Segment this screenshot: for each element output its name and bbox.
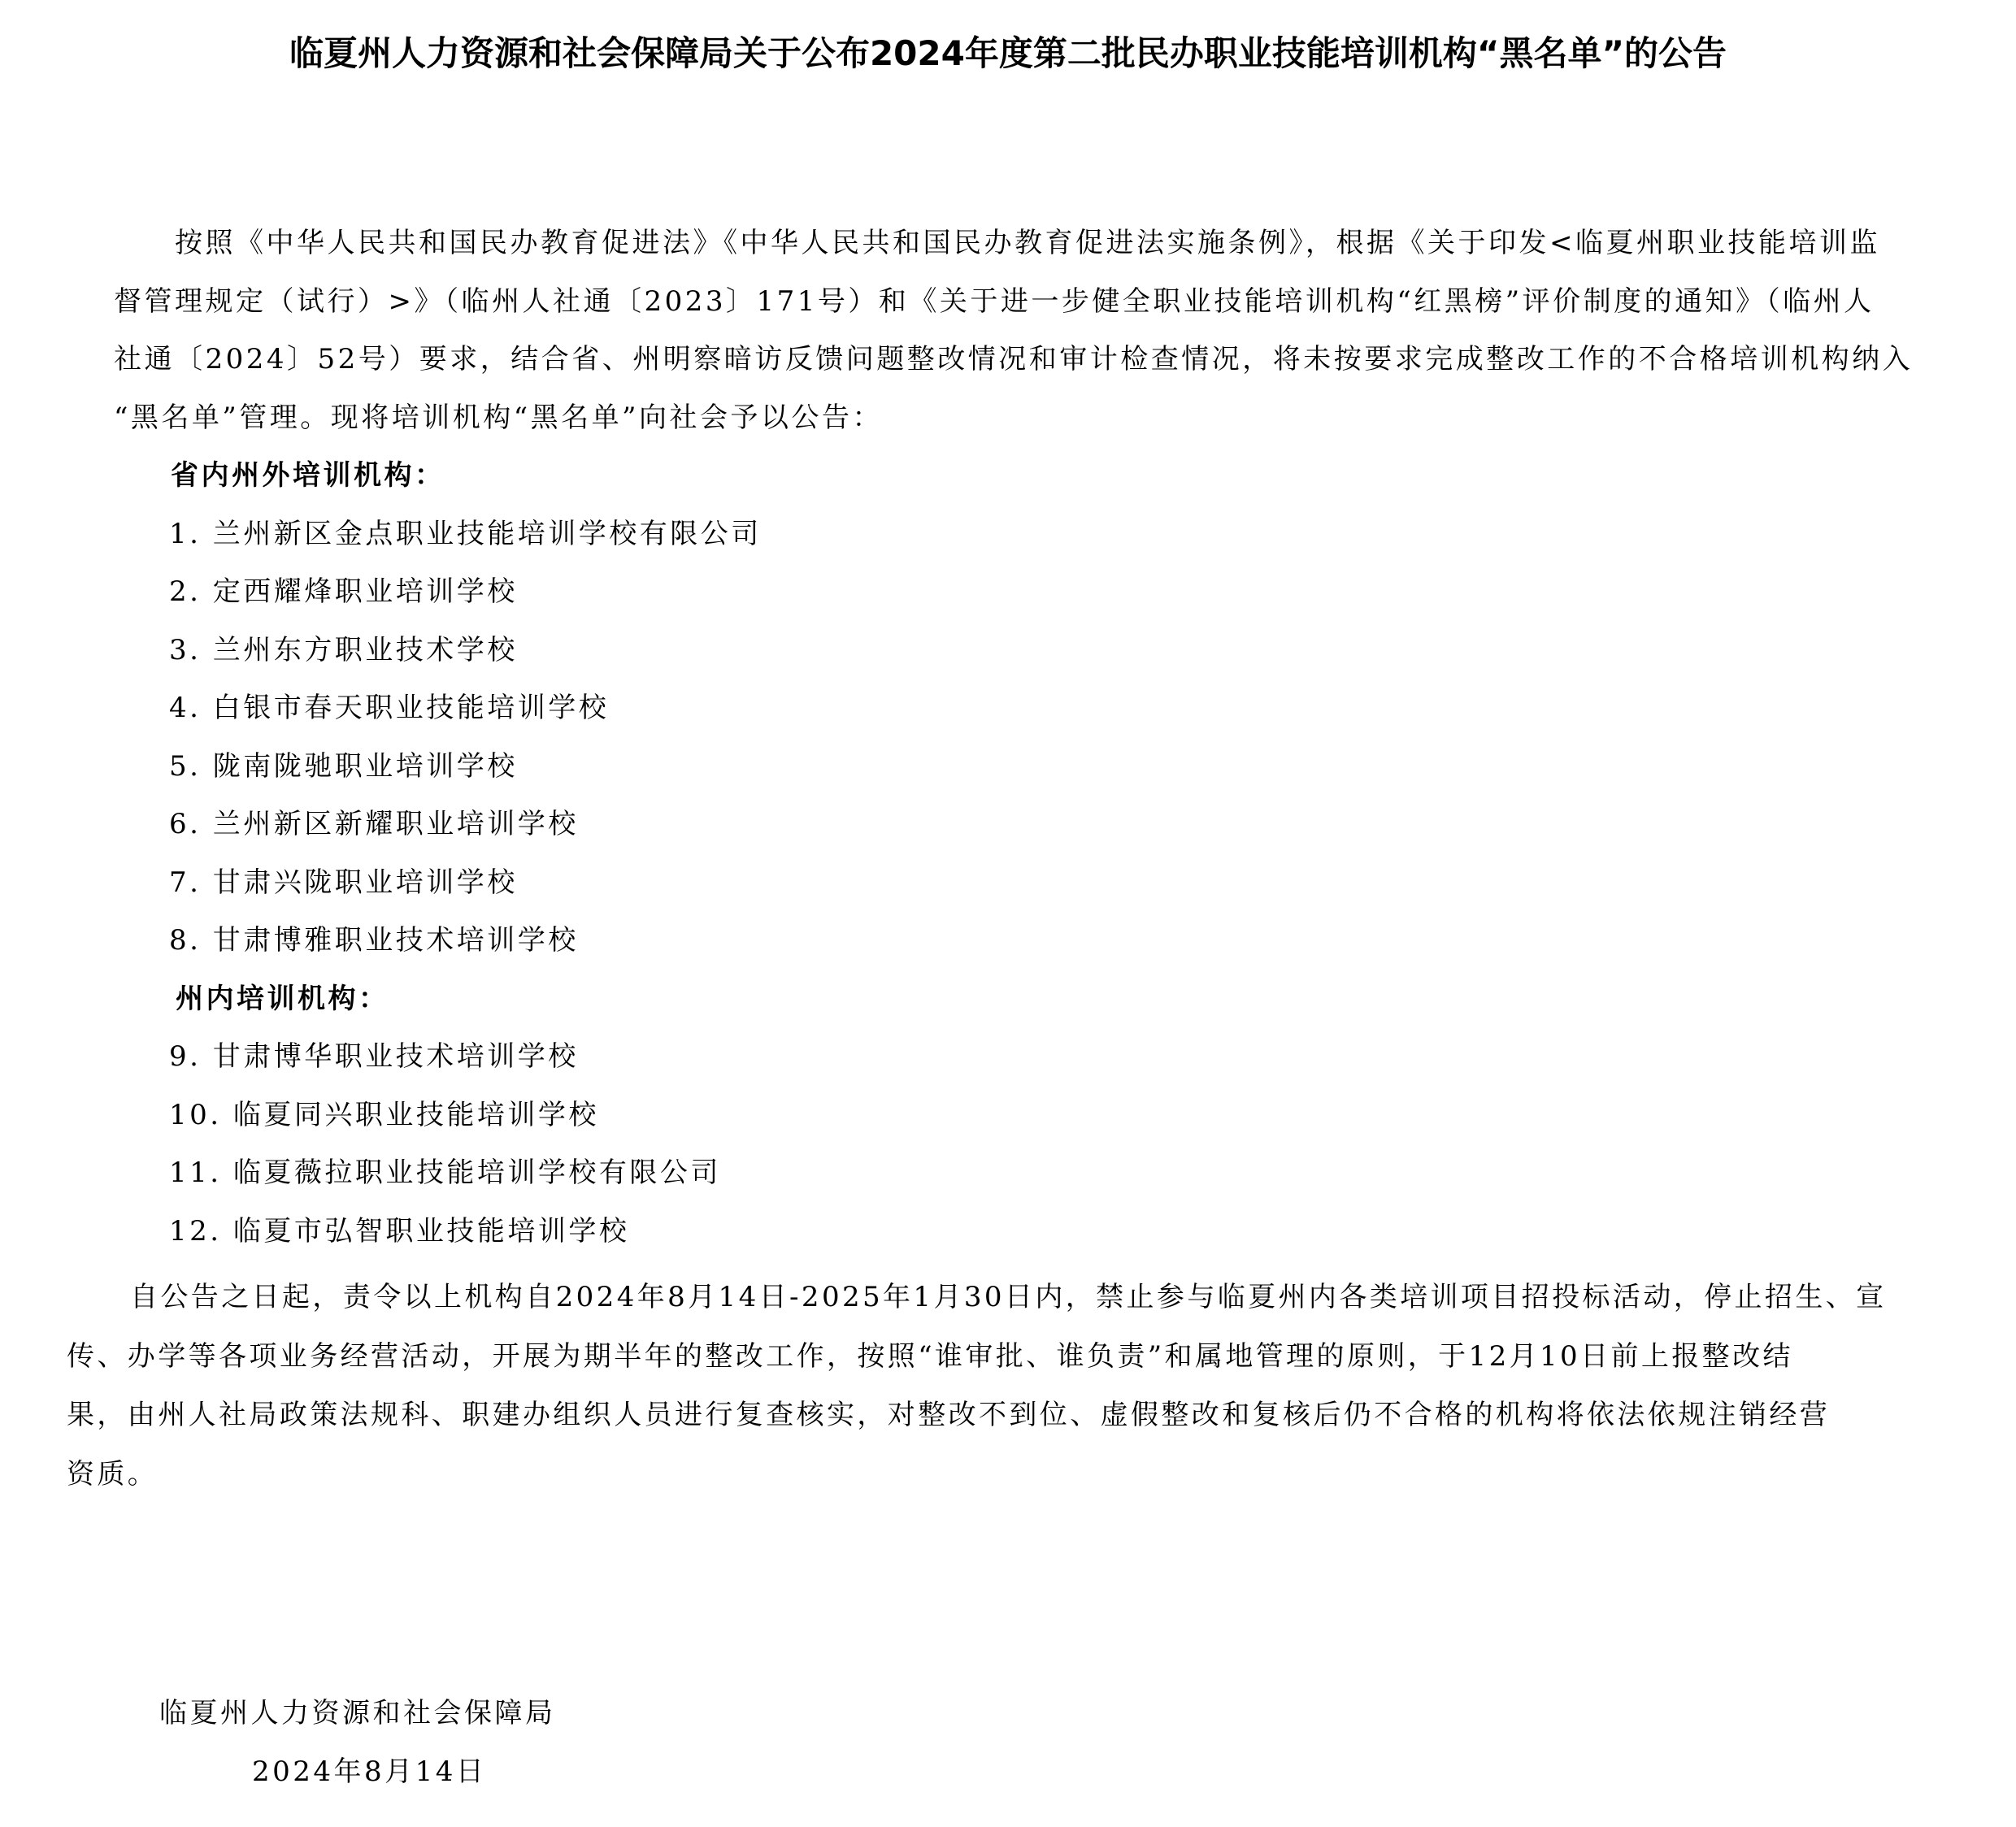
intro-line-4: “黑名单”管理。现将培训机构“黑名单”向社会予以公告： <box>114 401 884 434</box>
signature: 临夏州人力资源和社会保障局 <box>159 1697 556 1729</box>
list-item: 11. 临夏薇拉职业技能培训学校有限公司 <box>169 1157 721 1189</box>
list-item: 1. 兰州新区金点职业技能培训学校有限公司 <box>169 518 762 550</box>
list-item: 8. 甘肃博雅职业技术培训学校 <box>169 924 579 957</box>
list-item: 4. 白银市春天职业技能培训学校 <box>169 692 610 724</box>
list-item: 10. 临夏同兴职业技能培训学校 <box>169 1099 599 1131</box>
list-item: 12. 临夏市弘智职业技能培训学校 <box>169 1215 630 1248</box>
list-item: 9. 甘肃博华职业技术培训学校 <box>169 1040 579 1073</box>
document-title: 临夏州人力资源和社会保障局关于公布2024年度第二批民办职业技能培训机构“黑名单”的公告 <box>289 33 1727 73</box>
closing-line-3: 果，由州人社局政策法规科、职建办组织人员进行复查核实，对整改不到位、虚假整改和复核后仍不合格的机构将依法依规注销经营 <box>67 1399 1831 1431</box>
list-item: 3. 兰州东方职业技术学校 <box>169 634 518 666</box>
closing-line-4: 资质。 <box>67 1458 159 1491</box>
list-item: 6. 兰州新区新耀职业培训学校 <box>169 808 579 840</box>
signature-date: 2024年8月14日 <box>252 1755 487 1788</box>
intro-line-3: 社通〔2024〕52号）要求，结合省、州明察暗访反馈问题整改情况和审计检查情况，将未按要求完成整改工作的不合格培训机构纳入 <box>114 343 1914 375</box>
closing-line-2: 传、办学等各项业务经营活动，开展为期半年的整改工作，按照“谁审批、谁负责”和属地管理的原则，于12月10日前上报整改结 <box>67 1340 1793 1373</box>
list-item: 5. 陇南陇驰职业培训学校 <box>169 750 518 783</box>
list-item: 7. 甘肃兴陇职业培训学校 <box>169 866 518 899</box>
section-heading-local: 州内培训机构： <box>176 983 389 1015</box>
intro-line-2: 督管理规定（试行）>》（临州人社通〔2023〕171号）和《关于进一步健全职业技能培训机构“红黑榜”评价制度的通知》（临州人 <box>114 285 1875 318</box>
section-heading-provincial: 省内州外培训机构： <box>171 459 445 492</box>
list-item: 2. 定西耀烽职业培训学校 <box>169 575 518 608</box>
closing-line-1: 自公告之日起，责令以上机构自2024年8月14日-2025年1月30日内，禁止参与临夏州内各类培训项目招投标活动，停止招生、宣 <box>130 1281 1887 1313</box>
intro-line-1: 按照《中华人民共和国民办教育促进法》《中华人民共和国民办教育促进法实施条例》，根据《关于印发<临夏州职业技能培训监 <box>175 227 1880 259</box>
